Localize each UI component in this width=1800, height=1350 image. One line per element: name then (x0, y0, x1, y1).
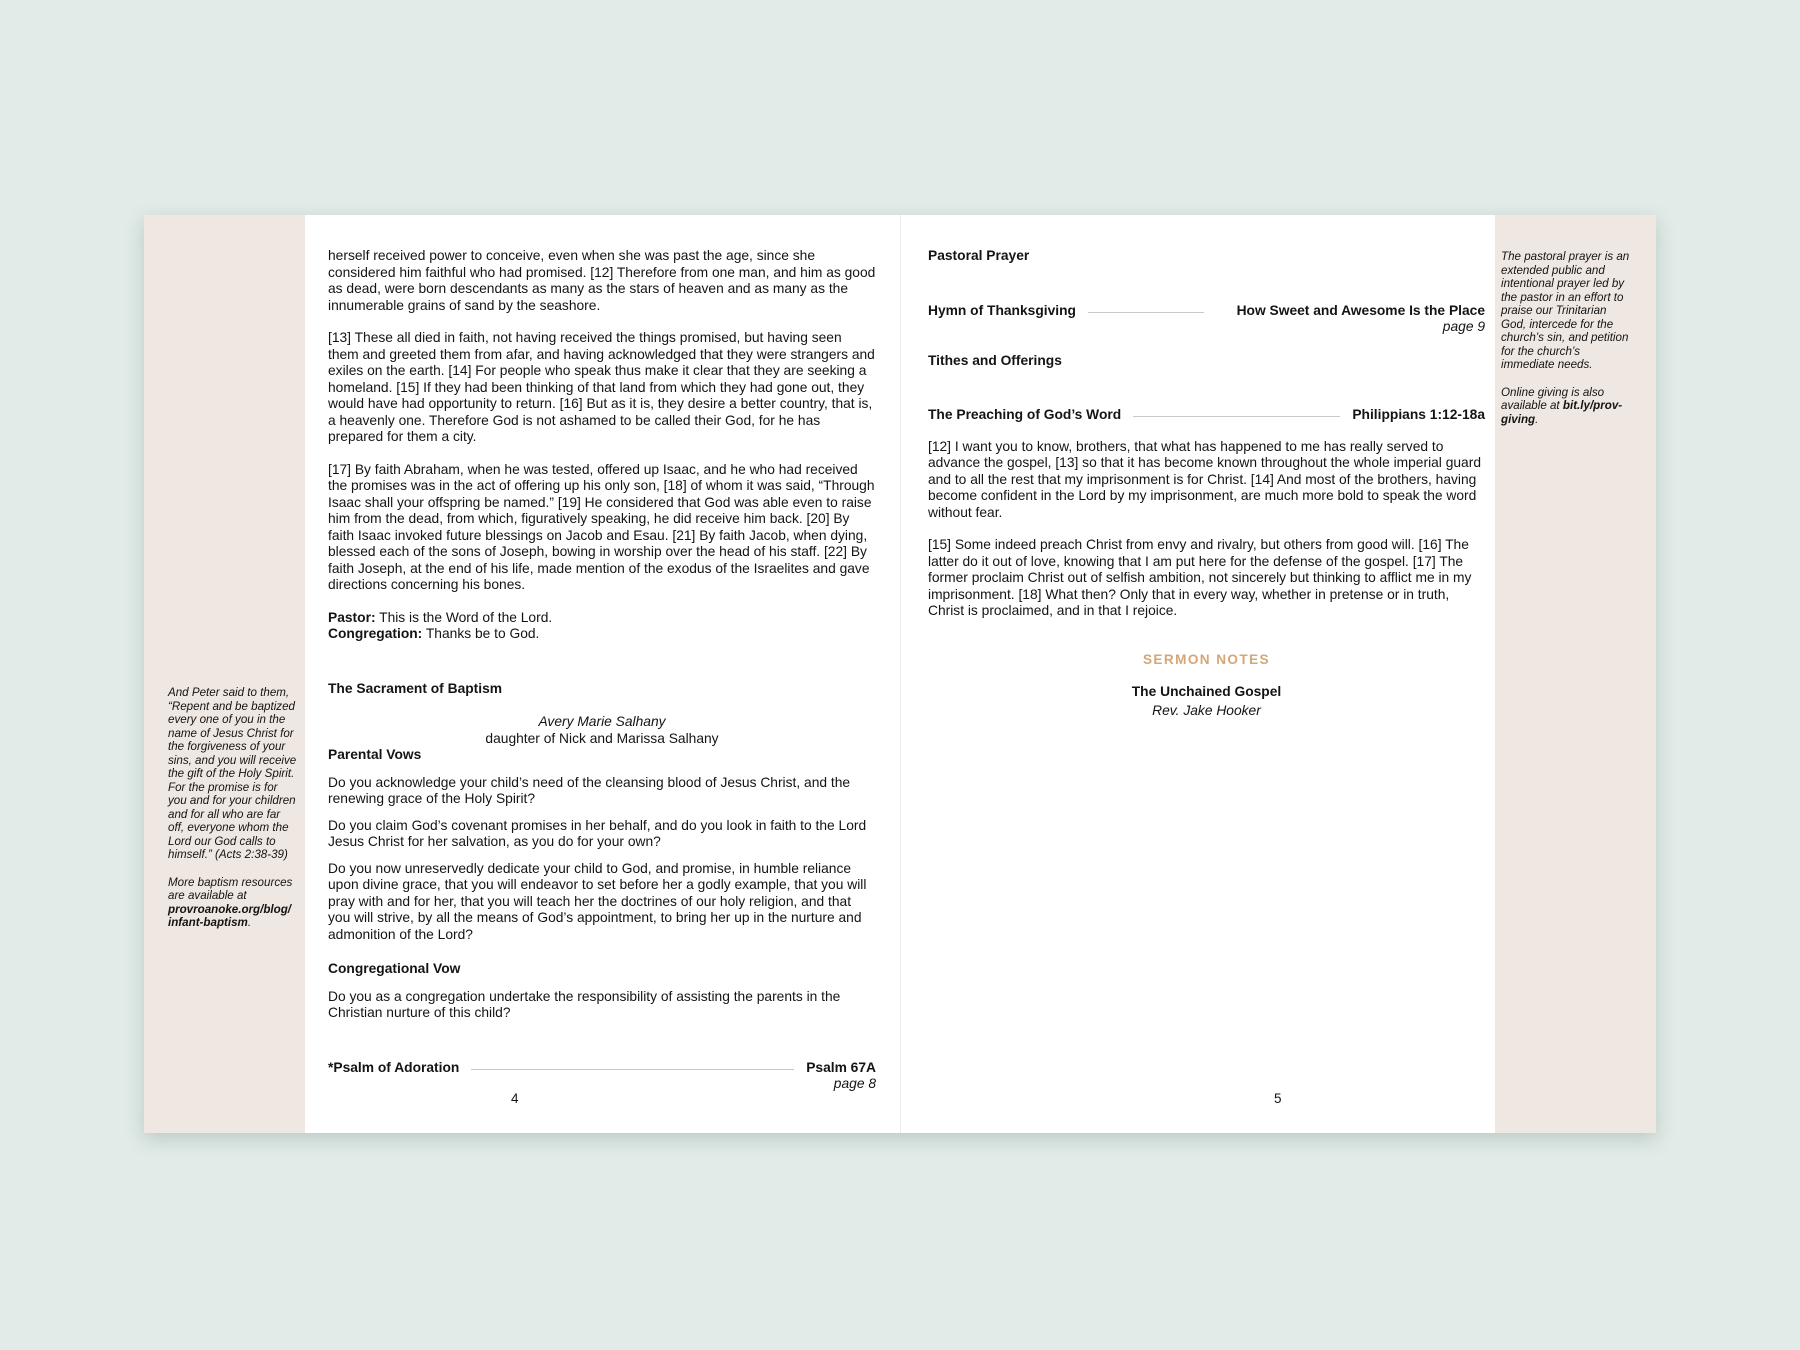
congregational-vow-title: Congregational Vow (328, 961, 461, 976)
giving-link[interactable]: bit.ly/prov-giving (1501, 399, 1623, 426)
philippians-para-2: [15] Some indeed preach Christ from envy and rivalry, but others from good will. [16] The latter do it out of love, knowing that I am put here for the defense of the gospel. [17] The former proclaim Christ out of selfish ambition, not sincerely but thinking to afflict me in my imprisonment. [18] What then? Only that in every way, whether in pretense or in truth, Christ is proclaimed, and in that I rejoice. (928, 537, 1472, 618)
hymn-title-block (1216, 303, 1485, 336)
giving-note: Online giving is also available at bit.ly/prov-giving. (1501, 385, 1623, 426)
hymn-label: Hymn of Thanksgiving (928, 302, 1076, 318)
hebrews-para-1: herself received power to conceive, even when she was past the age, since she considered him faithful who had promised. [12] Therefore from one man, and him as good as dead, were born descendants as many as the stars of heaven and as many as the innumerable grains of sand by the seashore. (328, 248, 876, 313)
hymn-page: page 9 (1442, 319, 1485, 334)
sermon-preacher: Rev. Jake Hooker (1152, 702, 1261, 718)
tithes-offerings: Tithes and Offerings (928, 352, 1062, 368)
left-side-note (168, 686, 299, 944)
child-name: Avery Marie Salhany (538, 714, 666, 729)
hymn-title: How Sweet and Awesome Is the Place (1236, 302, 1485, 318)
hebrews-para-2: [13] These all died in faith, not having received the things promised, but having seen them and greeted them from afar, and having acknowledged that they were strangers and exiles on the earth. [14] For people who speak thus make it clear that they are seeking a homeland. [15] If they had been thinking of that land from which they had gone out, they would have had opportunity to return. [16] But as it is, they desire a better country, that is, a heavenly one. Therefore God is not ashamed to be called their God, for he has prepared for them a city. (328, 330, 875, 444)
right-margin-column (1495, 215, 1656, 1133)
preaching-label: The Preaching of God’s Word (928, 407, 1122, 422)
psalm-row (328, 1060, 876, 1093)
philippians-para-1: [12] I want you to know, brothers, that what has happened to me has really served to advance the gospel, [13] so that it has become known throughout the whole imperial guard and to all the rest that my imprisonment is for Christ. [14] And most of the brothers, having become confident in the Lord by my imprisonment, are much more bold to speak the word without fear. (928, 438, 1481, 520)
hebrews-para-3: [17] By faith Abraham, when he was tested, offered up Isaac, and he who had received the promises was in the act of offering up his only son, [18] of whom it was said, “Through Isaac shall your offspring be named.” [19] He considered that God was able even to raise him from the dead, from which, figuratively speaking, he did receive him back. [20] By faith Isaac invoked future blessings on Jacob and Esau. [21] By faith Jacob, when dying, blessed each of the sons of Joseph, bowing in worship over the head of his staff. [22] By faith Joseph, at the end of his life, made mention of the exodus of the Israelites and gave directions concerning his bones. (328, 461, 875, 592)
baptism-resources-link[interactable]: provroanoke.org/blog/ infant-baptism (168, 902, 292, 929)
left-margin-column (144, 215, 305, 1133)
page-5 (900, 215, 1496, 1133)
psalm-rule (471, 1060, 794, 1070)
vow-2: Do you claim God’s covenant promises in her behalf, and do you look in faith to the Lord Jesus Christ for her salvation, as you do for your own? (328, 817, 867, 849)
hymn-row (928, 303, 1485, 336)
responsive-reading: Pastor: This is the Word of the Lord. Congregation: Thanks be to God. (328, 609, 553, 641)
sermon-title: The Unchained Gospel (1131, 684, 1282, 699)
child-parents: daughter of Nick and Marissa Salhany (485, 730, 719, 746)
preaching-rule (1133, 407, 1340, 417)
bulletin-spread (144, 215, 1656, 1133)
parental-vows-title: Parental Vows (328, 747, 422, 762)
psalm-ref: Psalm 67A page 8 (806, 1059, 876, 1091)
sermon-info (928, 684, 1485, 719)
page-4 (305, 215, 900, 1133)
vow-1: Do you acknowledge your child’s need of the cleansing blood of Jesus Christ, and the renewing grace of the Holy Spirit? (328, 774, 851, 806)
page-4-content (328, 248, 876, 1093)
hymn-rule (1088, 303, 1204, 313)
psalm-page: page 8 (833, 1076, 876, 1091)
page-number-5: 5 (1274, 1091, 1282, 1106)
page-number-4: 4 (511, 1091, 519, 1106)
baptism-resources-note: More baptism resources are available at provroanoke.org/blog/ infant-baptism. (168, 875, 293, 929)
acts-quote: And Peter said to them, “Repent and be baptized every one of you in the name of Jesus Christ for the forgiveness of your sins, and you will receive the gift of the Holy Spirit. For the promise is for you and for your children and for all who are far off, everyone whom the Lord our God calls to himself.” (Acts 2:38-39) (168, 686, 297, 861)
pastoral-prayer-note: The pastoral prayer is an extended public and intentional prayer led by the pastor in an effort to praise our Trinitarian God, intercede for the church’s sin, and petition for the church’s immediate needs. (1501, 250, 1630, 371)
preaching-ref: Philippians 1:12-18a (1352, 407, 1485, 422)
page-5-content (928, 248, 1485, 719)
psalm-label: *Psalm of Adoration (328, 1059, 460, 1075)
sermon-notes-heading: SERMON NOTES (1142, 651, 1271, 667)
preaching-row (928, 407, 1485, 424)
vow-3: Do you now unreservedly dedicate your child to God, and promise, in humble reliance upon divine grace, that you will endeavor to set before her a godly example, that you will pray with and for her, that you will teach her the doctrines of our holy religion, and that you will strive, by all the means of God’s appointment, to bring her up in the nurture and admonition of the Lord? (328, 860, 867, 942)
baptism-title: The Sacrament of Baptism (328, 680, 503, 696)
child-info (328, 714, 876, 747)
congregational-vow: Do you as a congregation undertake the responsibility of assisting the parents in the Christian nurture of this child? (328, 988, 841, 1020)
pastoral-prayer: Pastoral Prayer (928, 248, 1030, 263)
right-side-note (1501, 250, 1631, 440)
